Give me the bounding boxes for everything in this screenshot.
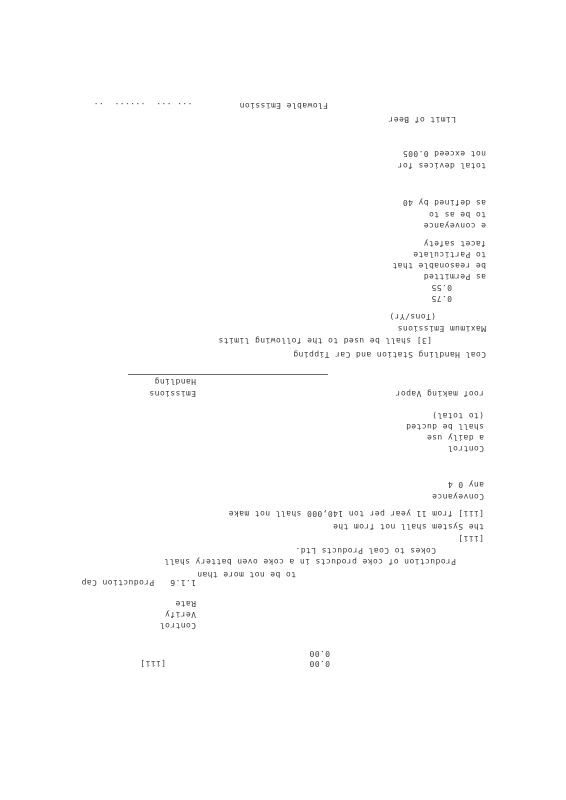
- text-line: Control: [447, 444, 484, 453]
- text-line: Control: [159, 621, 196, 630]
- text-line: [iii] from 11 year per ton 140,000 shall not make: [228, 509, 484, 518]
- text-line: as Permitted: [423, 272, 486, 281]
- text-line: Maximum Emissions: [397, 324, 486, 333]
- text-line: facet safety: [423, 239, 486, 248]
- text-line: [iii]: [139, 659, 166, 668]
- text-line: 0.75: [431, 294, 452, 303]
- text-line: a daily use: [426, 433, 484, 442]
- section-rule: [128, 374, 328, 375]
- text-line: (to total): [431, 411, 484, 420]
- text-line: 0.55: [431, 283, 452, 292]
- text-line: Conveyance: [431, 492, 484, 501]
- text-line: e conveyance: [423, 221, 486, 230]
- section-heading: 1.1.6 Production Cap: [81, 578, 196, 587]
- text-line: to be as to: [428, 210, 486, 219]
- text-line: shall be ducted: [405, 422, 484, 431]
- text-line: 0.00: [309, 649, 330, 658]
- text-line: total devices for: [397, 161, 486, 170]
- text-line: Handling: [154, 377, 196, 386]
- text-line: to be not more than: [196, 570, 296, 579]
- text-line: Limit of Beer: [388, 115, 456, 124]
- text-line: [iii]: [457, 534, 484, 543]
- text-line: Rate: [175, 599, 196, 608]
- text-line: 0.00: [309, 659, 330, 668]
- text-line: be reasonable that: [392, 261, 486, 270]
- text-line: Emissions: [149, 389, 196, 398]
- text-line: Coal Handling Station and Car Tipping: [292, 350, 486, 359]
- text-line: any 0 4: [447, 480, 484, 489]
- text-line: roof making Vapor: [395, 389, 484, 398]
- text-line: not exceed 0.005: [402, 149, 486, 158]
- text-line: (Tons/Yr): [389, 312, 436, 321]
- text-line: [3] shall be used to the following limits: [218, 336, 432, 345]
- text-line: to Particulate: [412, 250, 486, 259]
- text-line: as defined by 40: [402, 198, 486, 207]
- text-line: Verify: [164, 610, 196, 619]
- text-line: Flowable Emission ... ... ...... ..: [93, 101, 328, 110]
- text-line: Production of coke products in a coke oven battery shall: [163, 557, 456, 566]
- text-line: the System shall not from the: [332, 522, 484, 531]
- text-line: Cokes to Coal Products Ltd.: [295, 546, 436, 555]
